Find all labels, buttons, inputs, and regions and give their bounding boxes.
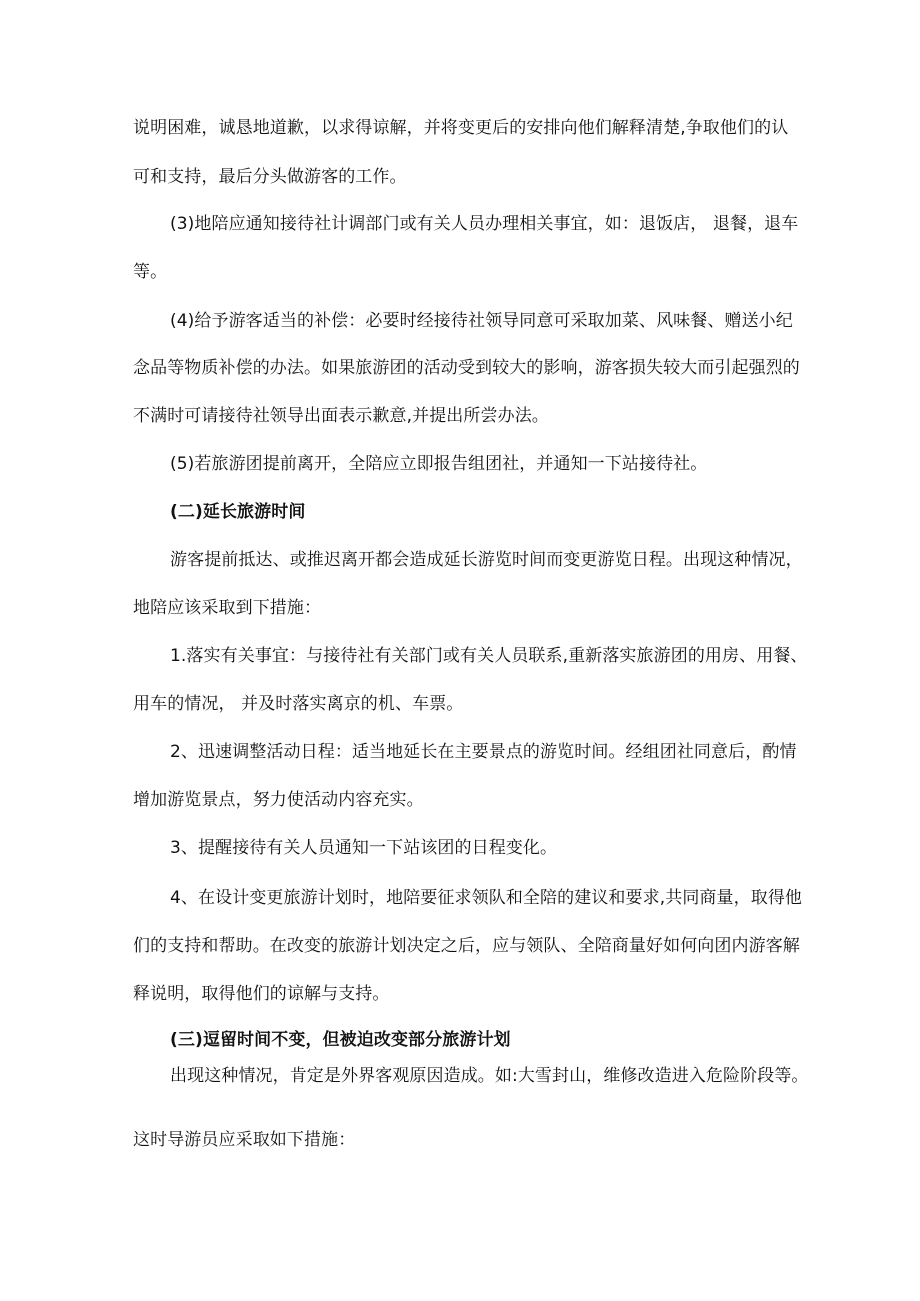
text-line: 3、提醒接待有关人员通知一下站该团的日程变化。: [170, 838, 558, 858]
section-heading: (三)逗留时间不变，但被迫改变部分旅游计划: [170, 1030, 511, 1050]
text-line: 出现这种情况，肯定是外界客观原因造成。如:大雪封山，维修改造进入危险阶段等。: [170, 1066, 809, 1086]
section-heading: (二)延长旅游时间: [170, 502, 306, 522]
text-line: 游客提前抵达、或推迟离开都会造成延长游览时间而变更游览日程。出现这种情况，: [170, 550, 803, 570]
text-line: 4、在设计变更旅游计划时，地陪要征求领队和全陪的建议和要求,共同商量，取得他: [170, 888, 803, 908]
text-line: 等。: [133, 262, 168, 282]
text-line: 增加游览景点，努力使活动内容充实。: [133, 790, 424, 810]
text-line: 用车的情况， 并及时落实离京的机、车票。: [133, 694, 464, 714]
text-line: 念品等物质补偿的办法。如果旅游团的活动受到较大的影响，游客损失较大而引起强烈的: [133, 358, 800, 378]
text-line: (3)地陪应通知接待社计调部门或有关人员办理相关事宜，如：退饭店， 退餐，退车: [170, 214, 799, 234]
text-line: 可和支持，最后分头做游客的工作。: [133, 167, 407, 187]
text-line: 释说明，取得他们的谅解与支持。: [133, 984, 390, 1004]
text-line: 地陪应该采取到下措施：: [133, 598, 322, 618]
text-line: (5)若旅游团提前离开，全陪应立即报告组团社，并通知一下站接待社。: [170, 454, 708, 474]
text-line: 说明困难，诚恳地道歉，以求得谅解，并将变更后的安排向他们解释清楚,争取他们的认: [133, 118, 789, 138]
text-line: 不满时可请接待社领导出面表示歉意,并提出所尝办法。: [133, 406, 549, 426]
text-line: 这时导游员应采取如下措施：: [133, 1130, 356, 1150]
text-line: 们的支持和帮助。在改变的旅游计划决定之后，应与领队、全陪商量好如何向团内游客解: [133, 936, 800, 956]
text-line: 1.落实有关事宜：与接待社有关部门或有关人员联系,重新落实旅游团的用房、用餐、: [170, 646, 808, 666]
text-line: (4)给予游客适当的补偿：必要时经接待社领导同意可采取加菜、风味餐、赠送小纪: [170, 311, 793, 331]
text-line: 2、迅速调整活动日程：适当地延长在主要景点的游览时间。经组团社同意后，酌情: [170, 742, 797, 762]
